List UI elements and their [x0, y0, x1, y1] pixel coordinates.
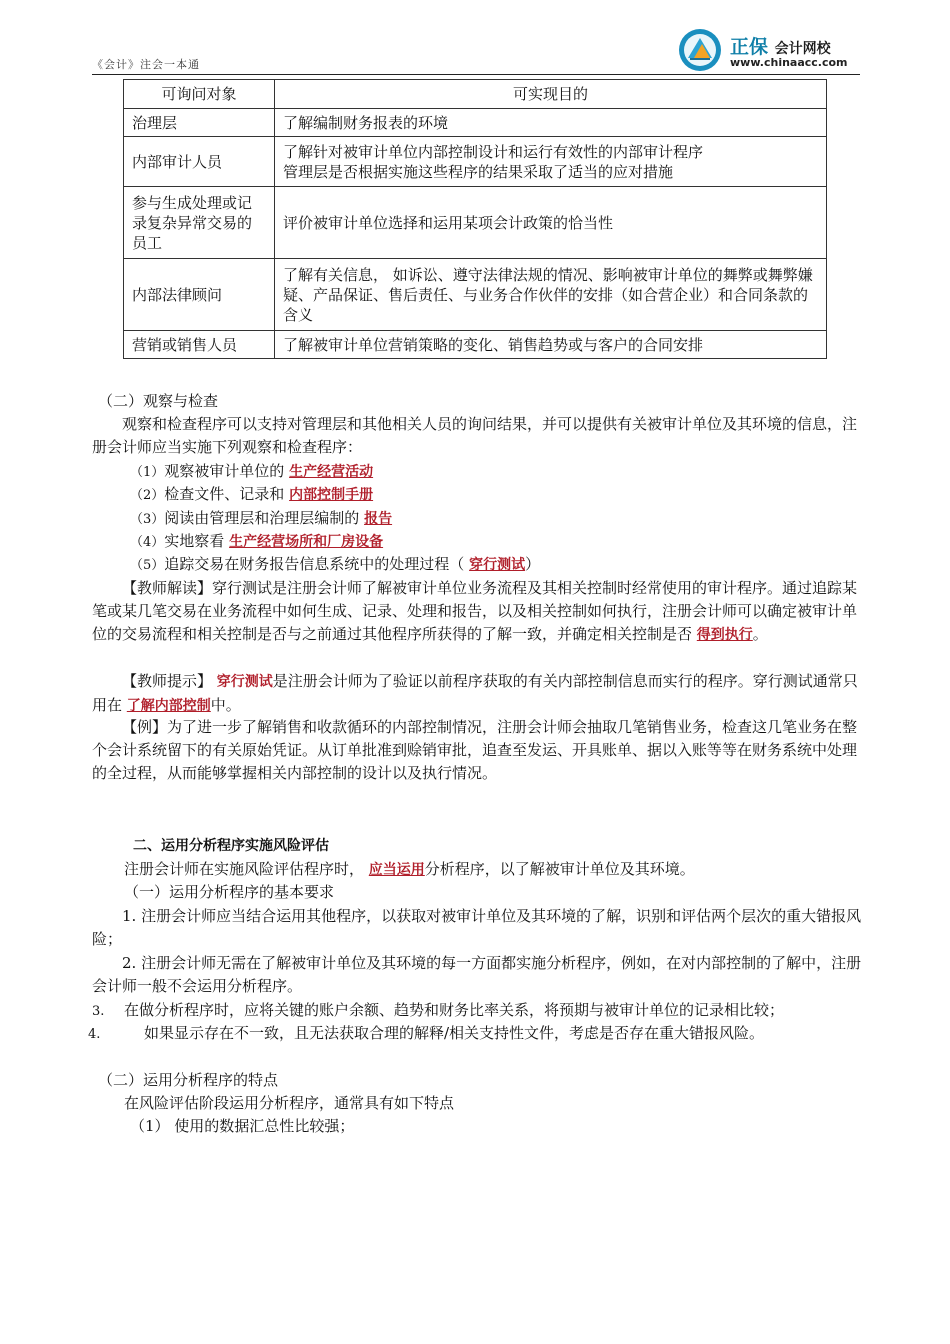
table-header-cell: 可实现目的	[275, 80, 827, 109]
table-cell-who: 营销或销售人员	[124, 331, 275, 359]
key-term: 穿行测试	[216, 674, 273, 690]
logo-brand-text: 正保 会计网校	[730, 36, 831, 58]
table-cell-who: 内部法律顾问	[124, 259, 275, 331]
table-cell-purpose	[275, 137, 827, 187]
table-cell-who: 参与生成处理或记录复杂异常交易的员工	[124, 187, 275, 259]
table-row	[124, 187, 827, 259]
key-term: 内部控制手册	[289, 487, 374, 503]
list-item: （5）追踪交易在财务报告信息系统中的处理过程（ 穿行测试）	[130, 555, 541, 573]
table-cell-purpose: 了解被审计单位营销策略的变化、销售趋势或与客户的合同安排	[275, 331, 827, 359]
purpose-line: 了解针对被审计单位内部控制设计和运行有效性的内部审计程序	[283, 142, 704, 161]
list-item: （2）检查文件、记录和 内部控制手册	[130, 485, 374, 503]
header-rule	[92, 74, 860, 75]
key-term: 了解内部控制	[126, 698, 211, 714]
key-term: 得到执行	[696, 627, 753, 643]
teacher-explanation: 【教师解读】穿行测试是注册会计师了解被审计单位业务流程及其相关控制时经常使用的审计程序。通过追踪某笔或某几笔交易在业务流程中如何生成、记录、处理和报告，以及相关控制如何执行，注册会计师可以确定被审计单位的交易流程和相关控制是否与之前通过其他程序所获得的了解一致，并确定相关控制是否 得到执行。	[92, 579, 858, 643]
section-heading: （二）观察与检查	[98, 392, 219, 410]
inquiry-table	[123, 79, 827, 359]
list-item: （1）观察被审计单位的 生产经营活动	[130, 462, 374, 480]
table-row	[124, 109, 827, 137]
key-term: 生产经营场所和厂房设备	[229, 534, 384, 550]
requirement-4: 4. 如果显示存在不一致，且无法获取合理的解释/相关支持性文件，考虑是否存在重大错报风险。	[88, 1024, 765, 1042]
purpose-line: 管理层是否根据实施这些程序的结果采取了适当的应对措施	[283, 162, 674, 181]
key-term: 生产经营活动	[289, 464, 374, 480]
subsection-heading: （一）运用分析程序的基本要求	[124, 883, 335, 901]
subsection-heading: （二）运用分析程序的特点	[98, 1071, 279, 1089]
paragraph: 观察和检查程序可以支持对管理层和其他相关人员的询问结果，并可以提供有关被审计单位及其环境的信息，注册会计师应当实施下列观察和检查程序：	[92, 415, 858, 456]
table-cell-purpose: 了解有关信息， 如诉讼、遵守法律法规的情况、影响被审计单位的舞弊或舞弊嫌疑、产品保证、售后责任、与业务合作伙伴的安排（如合营企业）和合同条款的含义	[275, 259, 827, 331]
requirement-2: 2. 注册会计师无需在了解被审计单位及其环境的每一方面都实施分析程序，例如，在对内部控制的了解中，注册会计师一般不会运用分析程序。	[92, 954, 862, 995]
table-row	[124, 331, 827, 359]
example-paragraph: 【例】为了进一步了解销售和收款循环的内部控制情况，注册会计师会抽取几笔销售业务，检查这几笔业务在整个会计系统留下的有关原始凭证。从订单批准到赊销审批，追查至发运、开具账单、据以入账等等在财务系统中处理的全过程，从而能够掌握相关内部控制的设计以及执行情况。	[92, 718, 858, 782]
table-cell-who: 治理层	[124, 109, 275, 137]
list-item: （4）实地察看 生产经营场所和厂房设备	[130, 532, 384, 550]
requirement-3: 3. 在做分析程序时，应将关键的账户余额、趋势和财务比率关系，将预期与被审计单位的记录相比较；	[92, 1001, 785, 1019]
table-row	[124, 259, 827, 331]
table-header-row	[124, 80, 827, 109]
paragraph: 注册会计师在实施风险评估程序时， 应当运用分析程序，以了解被审计单位及其环境。	[124, 860, 695, 878]
running-header: 《会计》注会一本通	[92, 58, 200, 71]
table-header-cell: 可询问对象	[124, 80, 275, 109]
list-item: （1） 使用的数据汇总性比较强；	[130, 1117, 355, 1135]
table-row	[124, 137, 827, 187]
key-term: 报告	[364, 511, 393, 527]
list-item: （3）阅读由管理层和治理层编制的 报告	[130, 509, 393, 527]
teacher-tip: 【教师提示】 穿行测试是注册会计师为了验证以前程序获取的有关内部控制信息而实行的程序。穿行测试通常只用在 了解内部控制中。	[92, 672, 858, 714]
table-cell-purpose: 评价被审计单位选择和运用某项会计政策的恰当性	[275, 187, 827, 259]
key-term: 应当运用	[368, 862, 425, 878]
requirement-1: 1. 注册会计师应当结合运用其他程序，以获取对被审计单位及其环境的了解，识别和评估两个层次的重大错报风险；	[92, 907, 862, 948]
table-cell-purpose: 了解编制财务报表的环境	[275, 109, 827, 137]
paragraph: 在风险评估阶段运用分析程序，通常具有如下特点	[124, 1094, 455, 1112]
logo-url: www.chinaacc.com	[730, 56, 848, 69]
table-cell-who: 内部审计人员	[124, 137, 275, 187]
section-title: 二、运用分析程序实施风险评估	[133, 838, 329, 854]
chinaacc-logo[interactable]	[678, 26, 863, 74]
key-term: 穿行测试	[469, 557, 526, 573]
logo-emblem-icon	[678, 28, 722, 72]
